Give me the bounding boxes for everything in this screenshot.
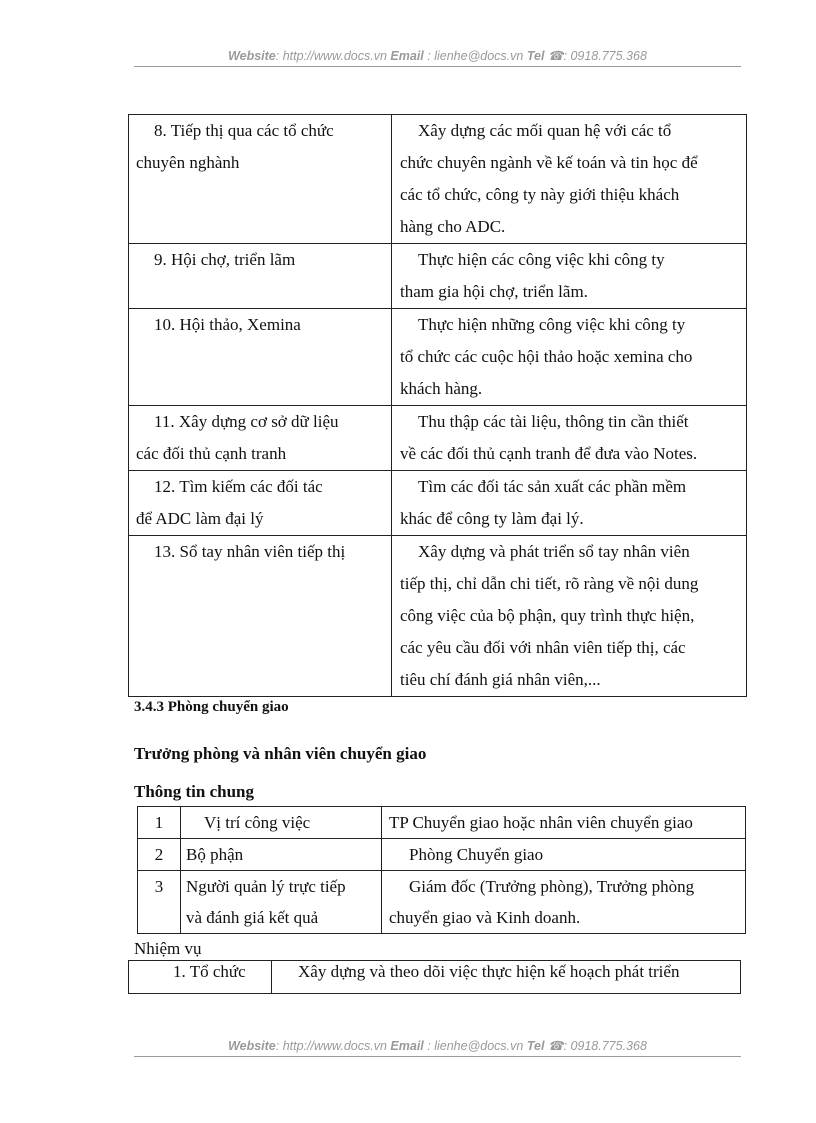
field-label: Người quản lý trực tiếp và đánh giá kết quả — [181, 871, 382, 934]
tasks-table — [128, 960, 741, 994]
tel-value: : 0918.775.368 — [563, 49, 647, 63]
row-number: 2 — [138, 839, 181, 871]
tasks-heading: Nhiệm vụ — [134, 939, 202, 958]
table-row — [129, 406, 747, 471]
table-row — [129, 309, 747, 406]
field-label: Bộ phận — [181, 839, 382, 871]
general-info-table — [137, 806, 746, 934]
row-number: 3 — [138, 871, 181, 934]
page-footer — [134, 1038, 741, 1053]
field-label: Vị trí công việc — [181, 807, 382, 839]
description-cell: Thực hiện các công việc khi công ty tham gia hội chợ, triển lãm. — [392, 244, 747, 309]
email-value: : lienhe@docs.vn — [427, 1039, 524, 1053]
section-title: Trưởng phòng và nhân viên chuyển giao — [134, 744, 427, 763]
phone-icon: ☎ — [547, 49, 564, 63]
description-cell: Thực hiện những công việc khi công ty tổ chức các cuộc hội thảo hoặc xemina cho khách hàng. — [392, 309, 747, 406]
table-row — [129, 471, 747, 536]
description-cell: Xây dựng và theo dõi việc thực hiện kế hoạch phát triển — [272, 961, 741, 994]
website-value: : http://www.docs.vn — [275, 1039, 387, 1053]
field-value: TP Chuyển giao hoặc nhân viên chuyển giao — [382, 807, 746, 839]
email-value: : lienhe@docs.vn — [427, 49, 524, 63]
field-value: Phòng Chuyển giao — [382, 839, 746, 871]
table-row — [129, 536, 747, 697]
description-cell: Tìm các đối tác sản xuất các phần mềm khác để công ty làm đại lý. — [392, 471, 747, 536]
tel-label: Tel — [526, 49, 545, 63]
task-cell: 8. Tiếp thị qua các tổ chức chuyên nghành — [129, 115, 392, 244]
table-row — [138, 807, 746, 839]
description-cell: Thu thập các tài liệu, thông tin cần thiết về các đối thủ cạnh tranh để đưa vào Notes. — [392, 406, 747, 471]
task-cell: 11. Xây dựng cơ sở dữ liệu các đối thủ cạnh tranh — [129, 406, 392, 471]
task-cell: 13. Sổ tay nhân viên tiếp thị — [129, 536, 392, 697]
field-value: Giám đốc (Trưởng phòng), Trưởng phòng chuyển giao và Kinh doanh. — [382, 871, 746, 934]
task-cell: 12. Tìm kiếm các đối tác để ADC làm đại lý — [129, 471, 392, 536]
task-cell: 1. Tổ chức — [129, 961, 272, 994]
task-cell: 10. Hội thảo, Xemina — [129, 309, 392, 406]
table-row — [138, 871, 746, 934]
phone-icon: ☎ — [547, 1039, 564, 1053]
general-info-heading: Thông tin chung — [134, 782, 254, 801]
tel-value: : 0918.775.368 — [563, 1039, 647, 1053]
website-label: Website — [228, 1039, 276, 1053]
table-row — [138, 839, 746, 871]
header-divider — [134, 66, 741, 67]
tel-label: Tel — [526, 1039, 545, 1053]
email-label: Email — [390, 49, 424, 63]
table-row — [129, 961, 741, 994]
footer-divider — [134, 1056, 741, 1057]
email-label: Email — [390, 1039, 424, 1053]
section-number-title: 3.4.3 Phòng chuyển giao — [134, 699, 289, 715]
website-label: Website — [228, 49, 276, 63]
table-row — [129, 115, 747, 244]
marketing-tasks-table — [128, 114, 747, 697]
task-cell: 9. Hội chợ, triển lãm — [129, 244, 392, 309]
website-value: : http://www.docs.vn — [275, 49, 387, 63]
description-cell: Xây dựng và phát triển sổ tay nhân viên tiếp thị, chỉ dẫn chi tiết, rõ ràng về nội dung công việc của bộ phận, quy trình thực hiện, các yêu cầu đối với nhân viên tiếp thị, các tiêu chí đánh giá nhân viên,... — [392, 536, 747, 697]
table-row — [129, 244, 747, 309]
row-number: 1 — [138, 807, 181, 839]
description-cell: Xây dựng các mối quan hệ với các tổ chức chuyên ngành về kế toán và tin học để các tổ chức, công ty này giới thiệu khách hàng cho ADC. — [392, 115, 747, 244]
page-header — [134, 48, 741, 63]
